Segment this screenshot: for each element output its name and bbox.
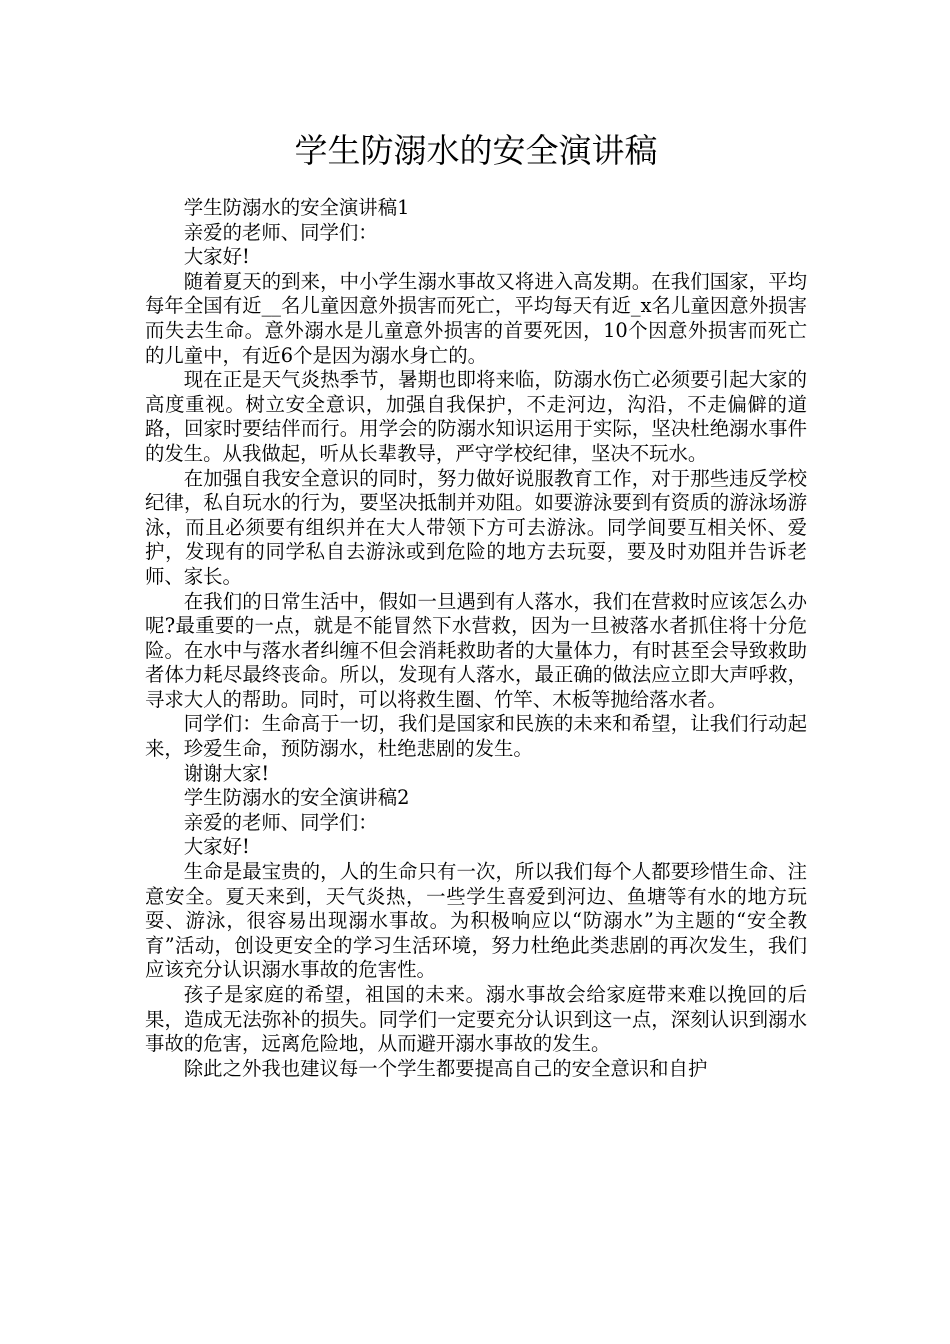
paragraph-body: 随着夏天的到来，中小学生溺水事故又将进入高发期。在我们国家，平均每年全国有近__名儿童因意外损害而死亡，平均每天有近_x名儿童因意外损害而失去生命。意外溺水是儿童意外损害的首要死因，10个因意外损害而死亡的儿童中，有近6个是因为溺水身亡的。 <box>145 269 807 367</box>
paragraph-salutation-1: 亲爱的老师、同学们： <box>183 220 378 244</box>
paragraph-body: 在加强自我安全意识的同时，努力做好说服教育工作，对于那些违反学校纪律，私自玩水的行为，要坚决抵制并劝阻。如要游泳要到有资质的游泳场游泳，而且必须要有组织并在大人带领下方可去游泳。同学间要互相关怀、爱护，发现有的同学私自去游泳或到危险的地方去玩耍，要及时劝阻并告诉老师、家长。 <box>145 466 807 588</box>
document-page <box>145 126 807 1081</box>
paragraph-heading-2: 学生防溺水的安全演讲稿2 <box>183 786 410 810</box>
paragraph-body: 在我们的日常生活中，假如一旦遇到有人落水，我们在营救时应该怎么办呢?最重要的一点，就是不能冒然下水营救，因为一旦被落水者抓住将十分危险。在水中与落水者纠缠不但会消耗救助者的大量体力，有时甚至会导致救助者体力耗尽最终丧命。所以，发现有人落水，最正确的做法应立即大声呼救，寻求大人的帮助。同时，可以将救生圈、竹竿、木板等抛给落水者。 <box>145 589 807 711</box>
paragraph-heading-1: 学生防溺水的安全演讲稿1 <box>183 196 410 219</box>
paragraph-body: 生命是最宝贵的，人的生命只有一次，所以我们每个人都要珍惜生命、注意安全。夏天来到，天气炎热，一些学生喜爱到河边、鱼塘等有水的地方玩耍、游泳，很容易出现溺水事故。为积极响应以“防溺水”为主题的“安全教育”活动，创设更安全的学习生活环境，努力杜绝此类悲剧的再次发生，我们应该充分认识溺水事故的危害性。 <box>145 860 807 982</box>
paragraph-body: 同学们：生命高于一切，我们是国家和民族的未来和希望，让我们行动起来，珍爱生命，预防溺水，杜绝悲剧的发生。 <box>145 712 807 761</box>
paragraph-greeting-1: 大家好! <box>183 245 250 269</box>
document-title: 学生防溺水的安全演讲稿 <box>294 131 658 170</box>
paragraph-body: 孩子是家庭的希望，祖国的未来。溺水事故会给家庭带来难以挽回的后果，造成无法弥补的损失。同学们一定要充分认识到这一点，深刻认识到溺水事故的危害，远离危险地，从而避开溺水事故的发生。 <box>145 983 807 1056</box>
paragraph-body: 现在正是天气炎热季节，暑期也即将来临，防溺水伤亡必须要引起大家的高度重视。树立安全意识，加强自我保护，不走河边，沟沿，不走偏僻的道路，回家时要结伴而行。用学会的防溺水知识运用于实际，坚决杜绝溺水事件的发生。从我做起，听从长辈教导，严守学校纪律，坚决不玩水。 <box>145 368 807 465</box>
paragraph-salutation-2: 亲爱的老师、同学们： <box>183 810 378 834</box>
paragraph-greeting-2: 大家好! <box>183 835 250 859</box>
paragraph-body: 除此之外我也建议每一个学生都要提高自己的安全意识和自护 <box>183 1056 708 1080</box>
paragraph-closing-1: 谢谢大家! <box>183 761 270 785</box>
